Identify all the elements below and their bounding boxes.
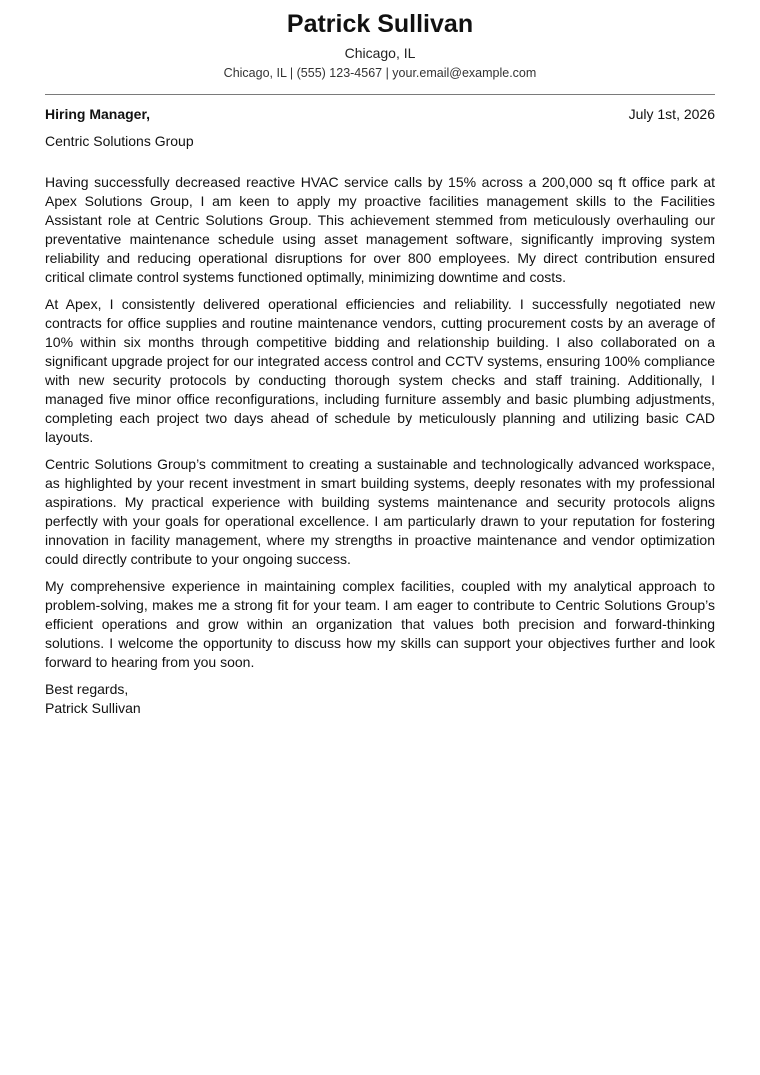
letter-header — [0, 8, 760, 81]
letter-body — [45, 173, 715, 718]
sender-name: Patrick Sullivan — [286, 10, 474, 38]
sender-location: Chicago, IL — [344, 45, 416, 61]
recipient-company: Centric Solutions Group — [45, 133, 194, 149]
body-paragraph: Having successfully decreased reactive HVAC service calls by 15% across a 200,000 sq ft office park at Apex Solutions Group, I am keen to apply my proactive facilities management skills to the Facilities Assistant role at Centric Solutions Group. This achievement stemmed from meticulously overhauling our preventative maintenance schedule using asset management software, significantly improving system reliability and reducing operational disruptions for over 800 employees. My direct contribution ensured critical climate control systems functioned optimally, minimizing downtime and costs. — [45, 174, 715, 285]
body-paragraph: At Apex, I consistently delivered operational efficiencies and reliability. I successfully negotiated new contracts for office supplies and routine maintenance vendors, cutting procurement costs by an average of 10% within six months through competitive bidding and relationship building. I also collaborated on a significant upgrade project for our integrated access control and CCTV systems, ensuring 100% compliance with new security protocols by conducting thorough system checks and staff training. Additionally, I managed five minor office reconfigurations, including furniture assembly and basic plumbing adjustments, completing each project two days ahead of schedule by meticulously planning and utilizing basic CAD layouts. — [45, 296, 715, 445]
sender-contact-line: Chicago, IL | (555) 123-4567 | your.email@example.com — [223, 66, 537, 80]
letter-closing: Best regards, — [45, 681, 129, 697]
recipient-date-row — [45, 105, 715, 123]
letter-signature: Patrick Sullivan — [45, 700, 141, 716]
recipient-salutation: Hiring Manager, — [45, 106, 151, 122]
letter-date: July 1st, 2026 — [628, 106, 715, 122]
header-divider — [45, 94, 715, 95]
body-paragraph: Centric Solutions Group’s commitment to creating a sustainable and technologically advanced workspace, as highlighted by your recent investment in smart building systems, deeply resonates with my professional aspirations. My practical experience with building systems maintenance and security protocols aligns perfectly with your goals for operational excellence. I am particularly drawn to your reputation for fostering innovation in facility management, where my strengths in proactive maintenance and vendor optimization could directly contribute to your ongoing success. — [45, 456, 715, 567]
body-paragraph: My comprehensive experience in maintaining complex facilities, coupled with my analytical approach to problem-solving, makes me a strong fit for your team. I am eager to contribute to Centric Solutions Group’s efficient operations and grow within an organization that values both precision and forward-thinking solutions. I welcome the opportunity to discuss how my skills can support your objectives further and look forward to hearing from you soon. — [45, 578, 715, 670]
